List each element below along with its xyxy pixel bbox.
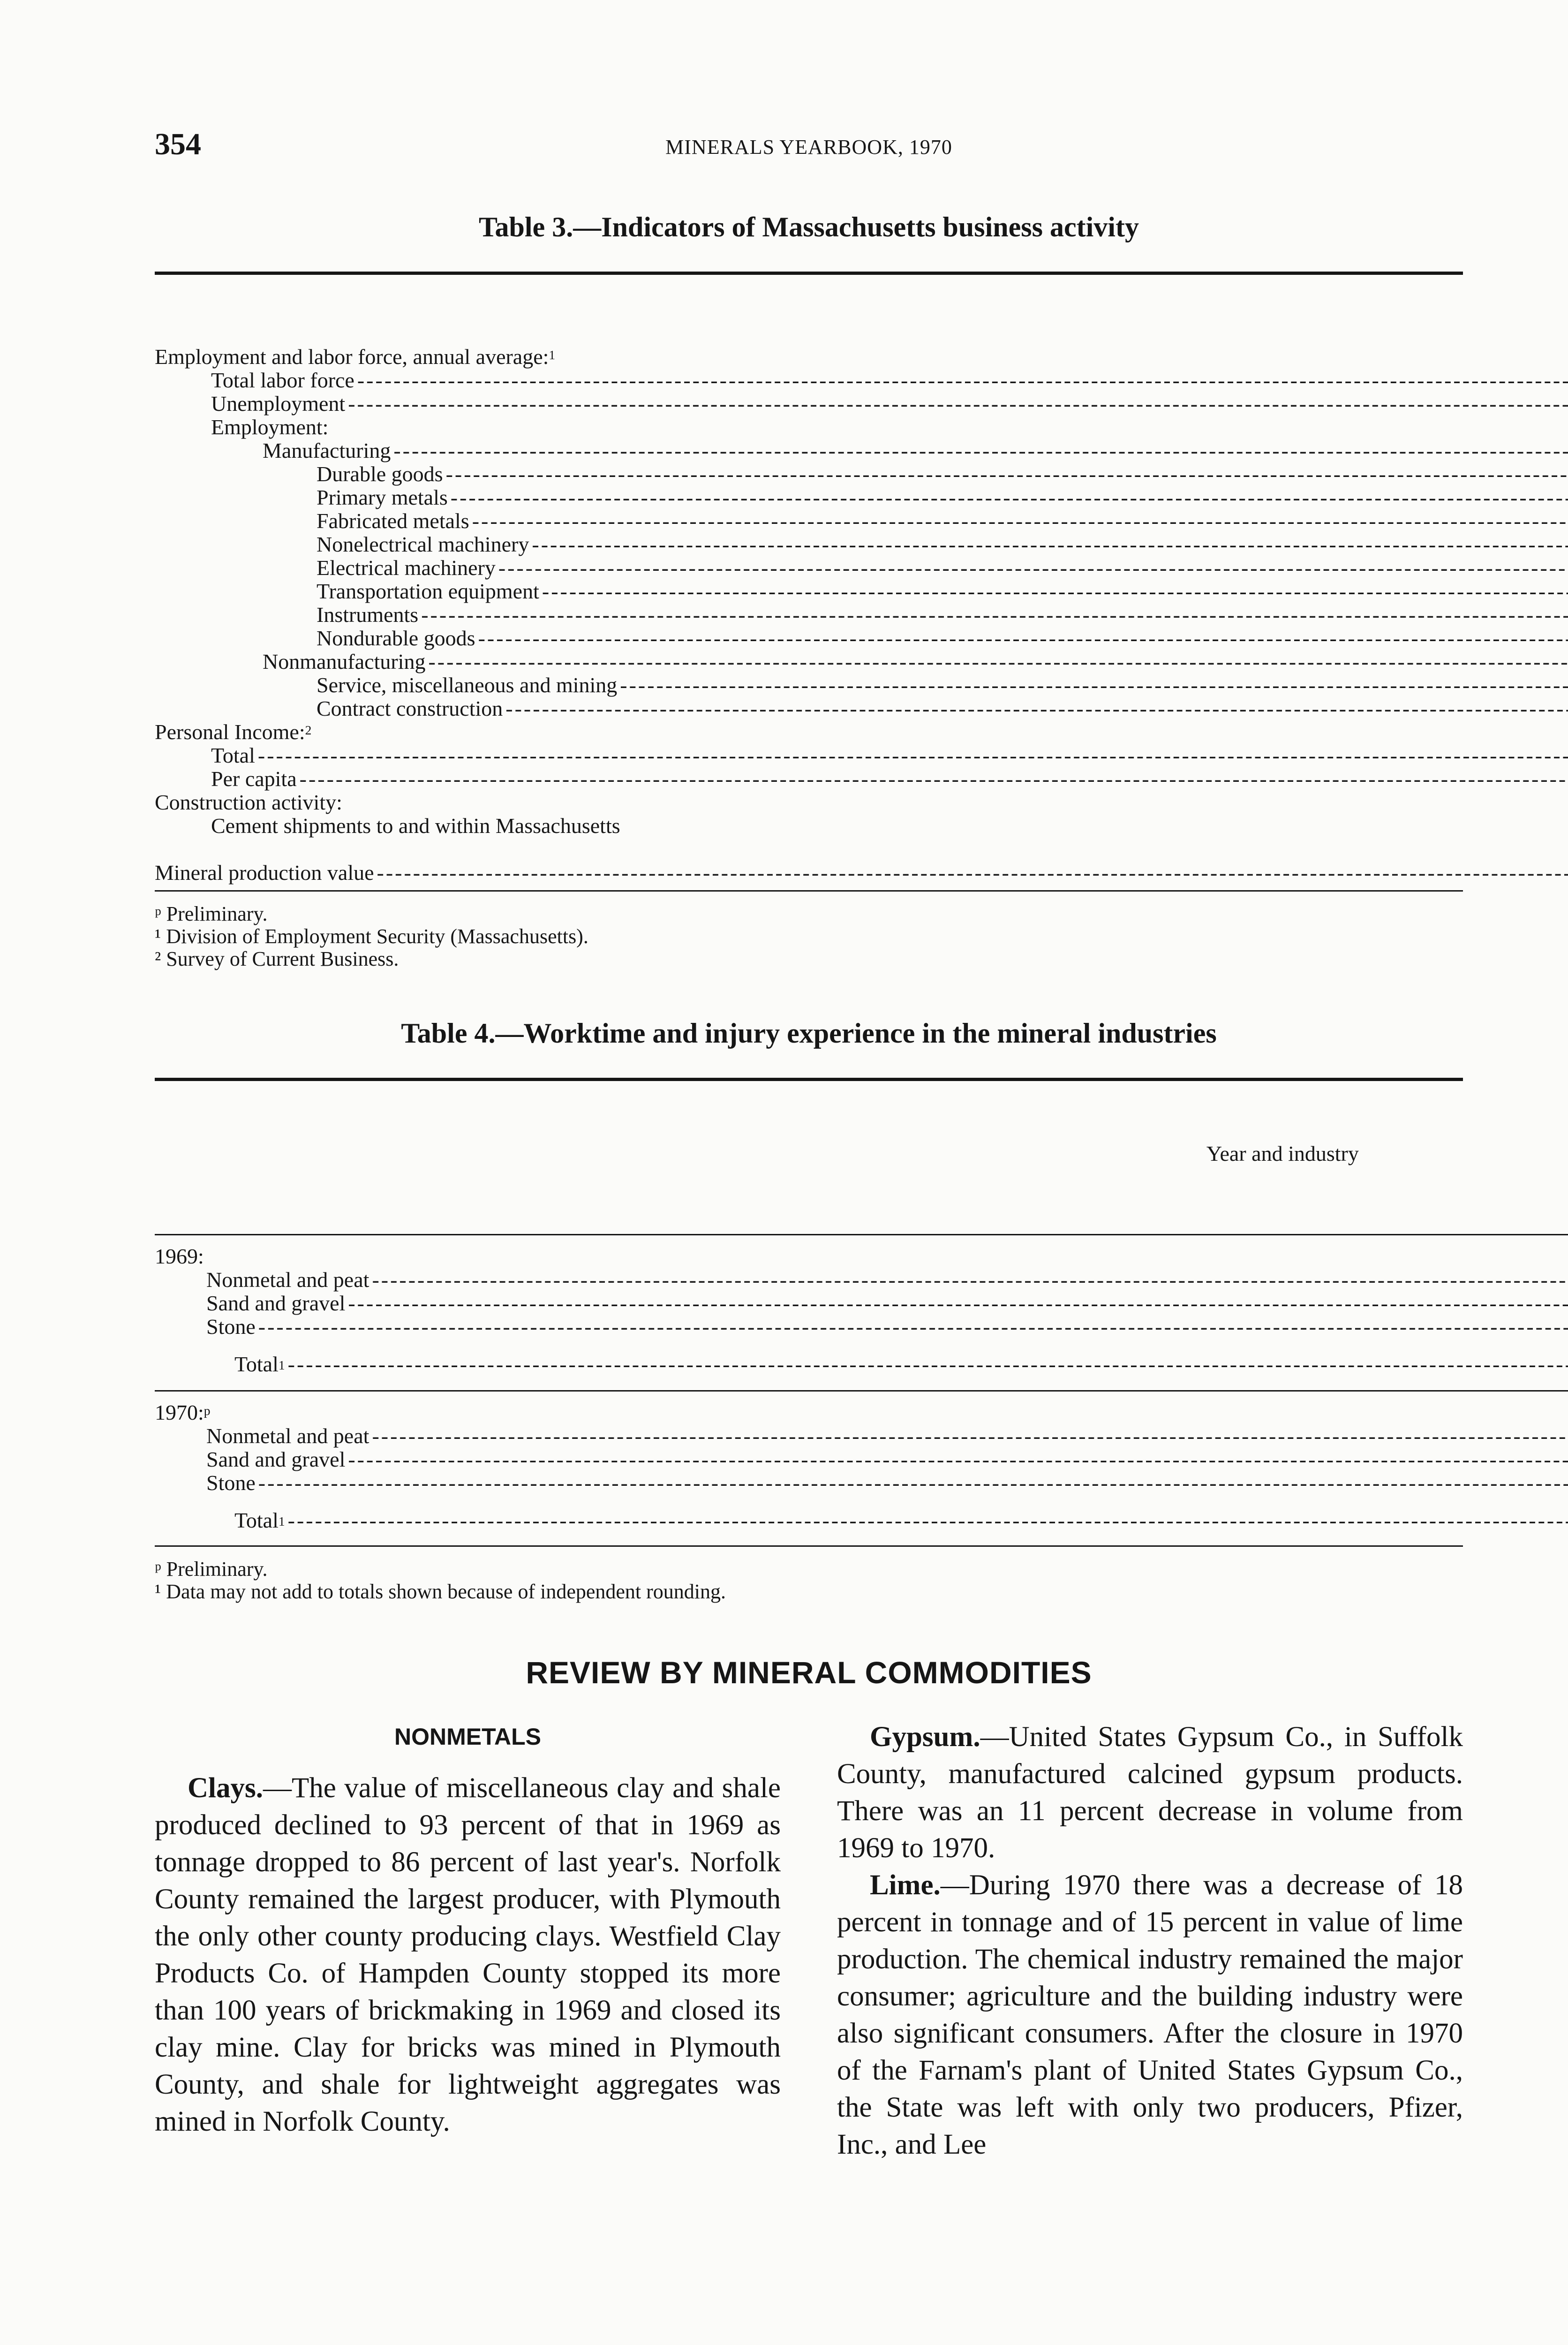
row-label: Personal Income:	[155, 720, 305, 744]
footnote: ᵖ Preliminary.	[155, 902, 268, 925]
industry-label: Nonmetal and peat	[206, 1268, 369, 1292]
table3-row	[155, 744, 1568, 767]
page	[155, 127, 1463, 2163]
table3-row	[155, 416, 1568, 439]
table3-row	[155, 462, 1568, 486]
table4-row	[155, 1471, 1568, 1495]
row-label: Cement shipments to and within Massachusetts	[211, 814, 620, 838]
section-heading: REVIEW BY MINERAL COMMODITIES	[526, 1655, 1092, 1690]
table3-row: Employment and labor force, annual average:$^1$	[155, 345, 556, 369]
table3-row	[155, 767, 1568, 791]
table3-top-rule	[155, 272, 1463, 275]
table4-body	[155, 1235, 1568, 1539]
table3-row	[155, 580, 1568, 603]
row-label: Employment and labor force, annual average:	[155, 345, 549, 369]
table4-row	[155, 1315, 1568, 1339]
table4-row	[155, 1292, 1568, 1315]
industry-label: Total	[234, 1352, 279, 1376]
table4-footnotes	[155, 1558, 1463, 1603]
table4-total-row: Total $^1$ -----	[155, 1495, 1568, 1535]
row-label: Nondurable goods	[317, 627, 475, 650]
footnote: ² Survey of Current Business.	[155, 947, 399, 970]
table3-row	[155, 369, 1568, 392]
industry-label: Sand and gravel	[206, 1447, 346, 1471]
lead-gypsum: Gypsum.	[870, 1721, 980, 1753]
table4-row	[155, 1424, 1568, 1448]
footnote: ¹ Division of Employment Security (Massachusetts).	[155, 925, 588, 948]
table4	[155, 1081, 1568, 1539]
row-label: Fabricated metals	[317, 509, 469, 533]
right-column	[837, 1704, 1463, 2163]
row-label: Nonmanufacturing	[263, 650, 426, 673]
row-label: Nonelectrical machinery	[317, 533, 529, 556]
table3-row	[155, 439, 1568, 462]
row-label: Primary metals	[317, 486, 448, 509]
table3	[155, 275, 1568, 885]
row-label: Construction activity:	[155, 791, 342, 814]
industry-label: Stone	[206, 1315, 256, 1339]
table3-row	[155, 673, 1568, 697]
paragraph-lime: Lime.—During 1970 there was a decrease of 18 percent in tonnage and of 15 percent in value of lime production. The chemical industry remained the major consumer; agriculture and the building industry were also significant consumers. After the closure in 1970 of the Farnam's plant of United States Gypsum Co., the State was left with only two producers, Pfizer, Inc., and Lee	[837, 1869, 1463, 2160]
running-head	[155, 127, 1463, 169]
row-label: Employment:	[211, 416, 329, 439]
table3-row	[155, 533, 1568, 556]
industry-label: Total	[234, 1508, 279, 1532]
t4-head-year-industry: Year and industry	[1206, 1142, 1359, 1165]
industry-label: Sand and gravel	[206, 1291, 346, 1315]
row-label: Per capita	[211, 767, 297, 791]
table3-row	[155, 627, 1568, 650]
table4-bottom-rule	[155, 1545, 1463, 1547]
page-number: 354	[155, 127, 201, 161]
table3-header-row	[155, 275, 1568, 336]
table4-total-row: Total $^1$ -----	[155, 1339, 1568, 1379]
table3-row	[155, 392, 1568, 416]
paragraph-clays: Clays.—The value of miscellaneous clay and shale produced declined to 93 percent of that in 1969 as tonnage dropped to 86 percent of last year's. Norfolk County remained the largest producer, with Plymouth the only other county producing clays. Westfield Clay Products Co. of Hampden County stopped its more than 100 years of brickmaking in 1969 and closed its clay mine. Clay for bricks was mined in Plymouth County, and shale for lightweight aggregates was mined in Norfolk County.	[155, 1772, 781, 2137]
table4-title: Table 4.—Worktime and injury experience in the mineral industries	[401, 1018, 1217, 1049]
table3-row	[155, 791, 1568, 814]
table3-body	[155, 336, 1568, 885]
table3-row	[155, 556, 1568, 580]
lead-lime: Lime.	[870, 1869, 941, 1901]
table3-bottom-rule	[155, 890, 1463, 892]
table3-row	[155, 650, 1568, 673]
subheading-nonmetals: NONMETALS	[394, 1724, 541, 1750]
row-label: Mineral production value	[155, 861, 374, 885]
table3-row	[155, 509, 1568, 533]
industry-label: Nonmetal and peat	[206, 1424, 369, 1448]
table4-year-row	[155, 1235, 1568, 1269]
year-label: 1970:	[155, 1400, 204, 1424]
table3-row: Personal Income:$^2$	[155, 720, 312, 744]
year-label: 1969:	[155, 1244, 204, 1268]
table4-row	[155, 1448, 1568, 1471]
row-label: Contract construction	[317, 697, 503, 720]
table4-year-row: 1970:$^p$	[155, 1400, 211, 1424]
table4-top-rule	[155, 1078, 1463, 1081]
row-label: Durable goods	[317, 462, 443, 486]
row-label: Total labor force	[211, 369, 354, 392]
left-column	[155, 1704, 781, 2163]
row-label: Instruments	[317, 603, 419, 627]
running-title: MINERALS YEARBOOK, 1970	[665, 136, 952, 159]
table3-row	[155, 697, 1568, 720]
table3-footnotes	[155, 903, 1463, 970]
table3-row	[155, 838, 1568, 861]
row-label: Unemployment	[211, 392, 346, 416]
lead-clays: Clays.	[188, 1772, 263, 1804]
row-label: Total	[211, 744, 255, 767]
table3-row	[155, 861, 1568, 885]
text-columns	[155, 1704, 1463, 2163]
footnote: ¹ Data may not add to totals shown because of independent rounding.	[155, 1580, 726, 1603]
row-label: Electrical machinery	[317, 556, 496, 580]
paragraph-gypsum: Gypsum.—United States Gypsum Co., in Suffolk County, manufactured calcined gypsum products. There was an 11 percent decrease in volume from 1969 to 1970.	[837, 1721, 1463, 1864]
table4-row	[155, 1268, 1568, 1292]
table3-row	[155, 603, 1568, 627]
table3-title: Table 3.—Indicators of Massachusetts business activity	[479, 212, 1139, 242]
footnote: ᵖ Preliminary.	[155, 1558, 268, 1581]
row-label: Manufacturing	[263, 439, 391, 462]
table3-row	[155, 486, 1568, 509]
row-label: Service, miscellaneous and mining	[317, 673, 618, 697]
table3-row	[155, 814, 1568, 838]
row-label: Transportation equipment	[317, 580, 539, 603]
industry-label: Stone	[206, 1471, 256, 1495]
